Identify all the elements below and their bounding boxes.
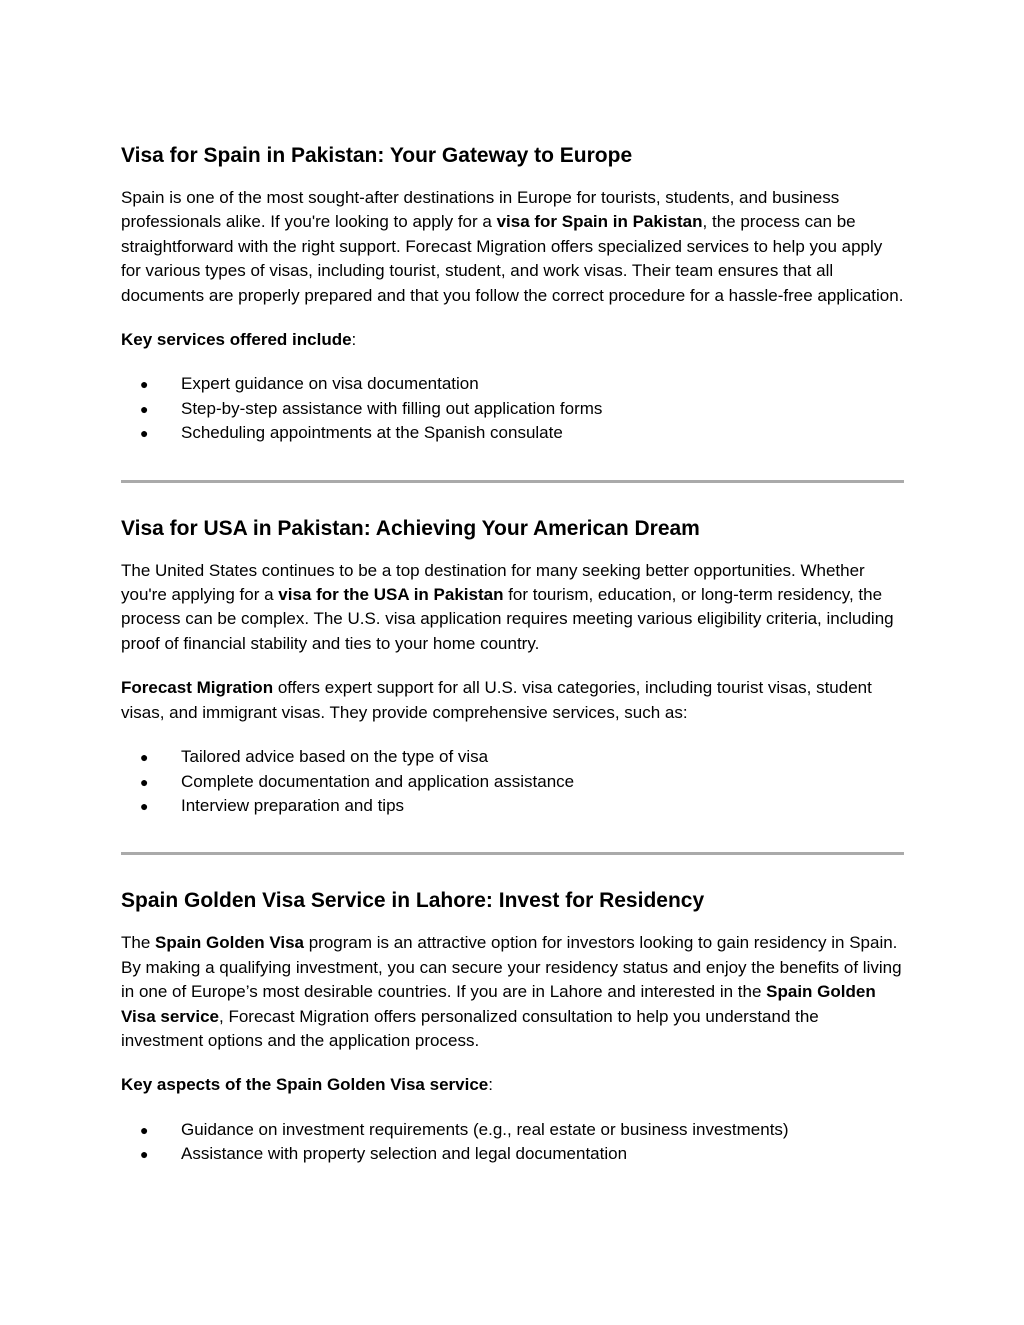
list-item: ● Expert guidance on visa documentation [121,372,905,396]
bold-keyword: Spain Golden Visa [155,933,304,953]
bullet-icon: ● [140,749,149,766]
bold-keyword: visa for Spain in Pakistan [496,212,703,232]
list-item: ● Step-by-step assistance with filling out application forms [121,397,905,421]
bullet-icon: ● [140,773,149,790]
section-heading: Visa for USA in Pakistan: Achieving Your American Dream [121,516,700,540]
section-spain-visa [121,140,905,446]
list-item: ● Assistance with property selection and legal documentation [121,1142,905,1166]
bold-keyword: Forecast Migration [121,678,274,698]
document-page [121,140,905,1167]
bold-keyword: visa for the USA in Pakistan [278,585,504,605]
bullet-list [121,372,905,445]
paragraph: Spain is one of the most sought-after destinations in Europe for tourists, students, and business professionals alike. If you're looking to apply for a visa for Spain in Pakistan, the process can be straightforward with the right support. Forecast Migration offers specialized services to help you apply for various types of visas, including tourist, student, and work visas. Their team ensures that all documents are properly prepared and that you follow the correct procedure for a hassle-free application. [121,188,904,305]
list-item: ● Complete documentation and application assistance [121,770,905,794]
bullet-icon: ● [140,376,149,393]
bullet-icon: ● [140,1121,149,1138]
list-intro: Key services offered include: [121,330,357,350]
list-item: ● Guidance on investment requirements (e.g., real estate or business investments) [121,1118,905,1142]
list-intro: Key aspects of the Spain Golden Visa service: [121,1075,493,1095]
list-item: ● Tailored advice based on the type of visa [121,745,905,769]
section-golden-visa [121,885,905,1166]
section-divider [121,480,904,483]
section-divider [121,852,904,855]
bullet-icon: ● [140,1146,149,1163]
bold-keyword: Spain Golden Visa service [121,982,876,1026]
list-item: ● Scheduling appointments at the Spanish consulate [121,421,905,445]
bullet-list [121,1118,905,1167]
bullet-icon: ● [140,425,149,442]
paragraph: The United States continues to be a top destination for many seeking better opportunities. Whether you're applying for a visa for the USA in Pakistan for tourism, education, or long-term residency, the process can be complex. The U.S. visa application requires meeting various eligibility criteria, including proof of financial stability and ties to your home country. [121,560,894,653]
section-heading: Visa for Spain in Pakistan: Your Gateway to Europe [121,144,633,167]
paragraph: The Spain Golden Visa program is an attractive option for investors looking to gain residency in Spain. By making a qualifying investment, you can secure your residency status and enjoy the benefits of living in one of Europe’s most desirable countries. If you are in Lahore and interested in the Spain Golden Visa service, Forecast Migration offers personalized consultation to help you understand the investment options and the application process. [121,933,902,1050]
section-heading: Spain Golden Visa Service in Lahore: Invest for Residency [121,889,705,913]
bullet-icon: ● [140,400,149,417]
section-usa-visa [121,513,905,819]
bullet-list [121,745,905,818]
bullet-icon: ● [140,797,149,814]
list-item: ● Interview preparation and tips [121,794,905,818]
paragraph: Forecast Migration offers expert support for all U.S. visa categories, including tourist visas, student visas, and immigrant visas. They provide comprehensive services, such as: [121,678,872,722]
